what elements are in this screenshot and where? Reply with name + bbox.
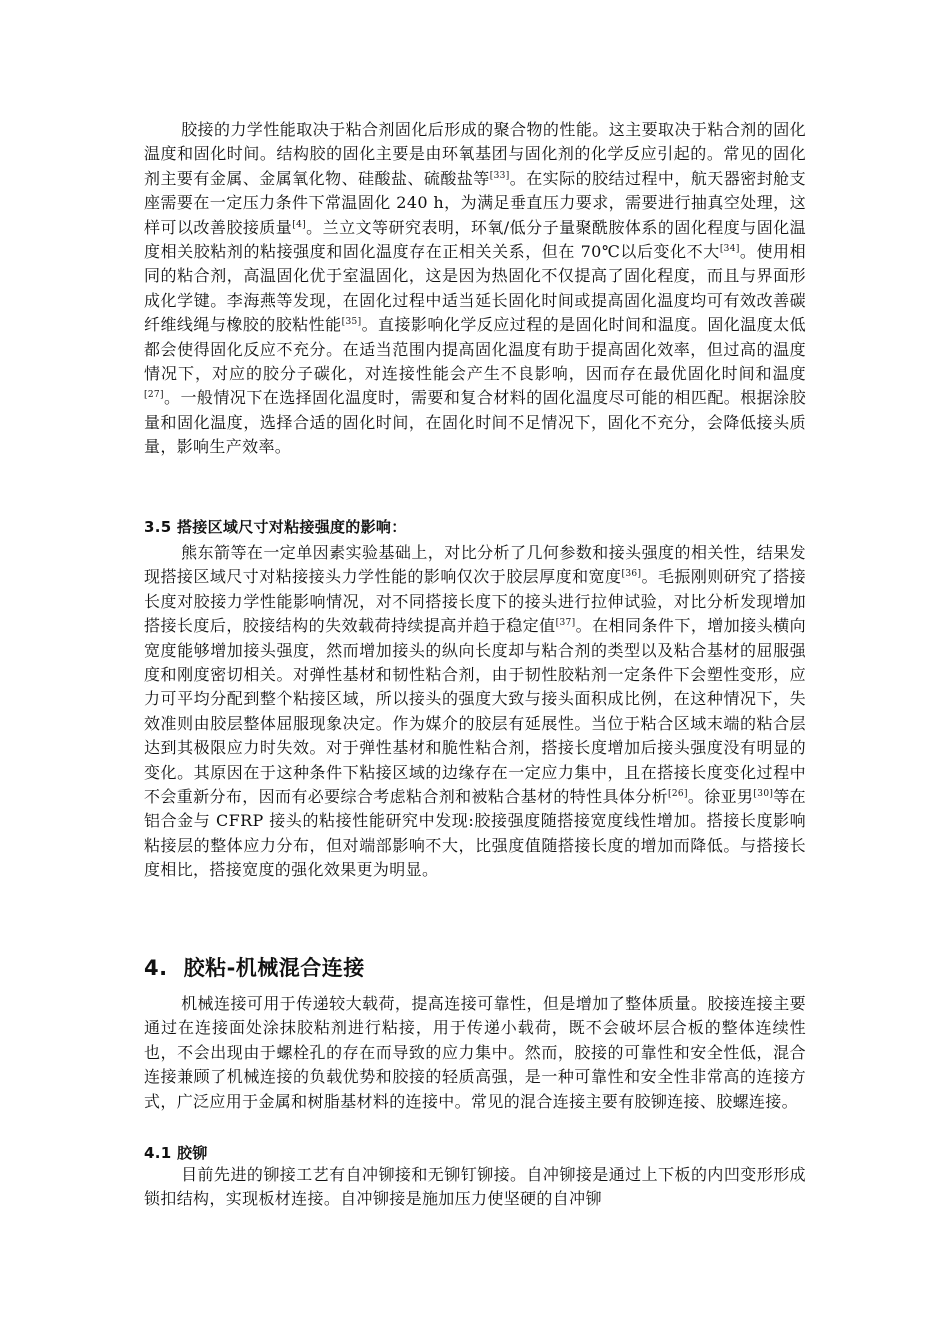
- paragraph-curing: [144, 118, 806, 460]
- section-heading-4-1: 4.1 胶铆: [144, 1144, 208, 1162]
- paragraph-text: 胶接的力学性能取决于粘合剂固化后形成的聚合物的性能。这主要取决于粘合剂的固化温度和固化时间。结构胶的固化主要是由环氧基团与固化剂的化学反应引起的。常见的固化剂主要有金属、金属氧化物、硅酸盐、硫酸盐等: [144, 120, 806, 188]
- paragraph-text: 。兰立文等研究表明，环氧/低分子量聚酰胺体系的固化程度与固化温度相关胶粘剂的粘接强度和固化温度存在正相关关系，但在 70℃以后变化不大: [144, 217, 806, 262]
- paragraph-text: 目前先进的铆接工艺有自冲铆接和无铆钉铆接。自冲铆接是通过上下板的内凹变形形成锁扣结构，实现板材连接。自冲铆接是施加压力使坚硬的自冲铆: [144, 1165, 806, 1209]
- paragraph-text: 熊东箭等在一定单因素实验基础上，对比分析了几何参数和接头强度的相关性，结果发现搭接区域尺寸对粘接接头力学性能的影响仅次于胶层厚度和宽度: [144, 543, 806, 587]
- citation: [37]: [555, 618, 576, 629]
- citation: [34]: [719, 244, 740, 255]
- paragraph-text: 。在实际的胶结过程中，航天器密封舱支座需要在一定压力条件下常温固化 240 h，为满足垂直压力要求，需要进行抽真空处理，这样可以改善胶接质量: [144, 168, 806, 237]
- section-heading-3-5: 3.5 搭接区域尺寸对粘接强度的影响：: [144, 518, 407, 536]
- paragraph-text: 。徐亚男: [687, 787, 754, 807]
- paragraph-hybrid-joint: [144, 992, 806, 1114]
- citation: [27]: [144, 390, 164, 401]
- paragraph-text: 。在相同条件下，增加接头横向宽度能够增加接头强度，然而增加接头的纵向长度却与粘合剂的类型以及粘合基材的屈服强度和刚度密切相关。对弹性基材和韧性粘合剂，由于韧性胶粘剂一定条件下会塑性变形，应力可平均分配到整个粘接区域，所以接头的强度大致与接头面积成比例，在这种情况下，失效准则由胶层整体屈服现象决定。作为媒介的胶层有延展性。当位于粘合区域末端的粘合层达到其极限应力时失效。对于弹性基材和脆性粘合剂，搭接长度增加后接头强度没有明显的变化。其原因在于这种条件下粘接区域的边缘存在一定应力集中，且在搭接长度变化过程中不会重新分布，因而有必要综合考虑粘合剂和被粘合基材的特性具体分析: [144, 616, 806, 807]
- paragraph-text: 等在铝合金与 CFRP 接头的粘接性能研究中发现:胶接强度随搭接宽度线性增加。搭接长度影响粘接层的整体应力分布，但对端部影响不大，比强度值随搭接长度的增加而降低。与搭接长度相比，搭接宽度的强化效果更为明显。: [144, 787, 807, 880]
- citation: [4]: [292, 219, 307, 230]
- heading-number: 4.: [144, 956, 168, 980]
- citation: [36]: [621, 569, 642, 580]
- heading-title: 胶粘-机械混合连接: [183, 956, 365, 980]
- paragraph-text: 。毛振刚则研究了搭接长度对胶接力学性能影响情况，对不同搭接长度下的接头进行拉伸试验，对比分析发现增加搭接长度后，胶接结构的失效载荷持续提高并趋于稳定值: [144, 567, 806, 636]
- paragraph-text: 机械连接可用于传递较大载荷，提高连接可靠性，但是增加了整体质量。胶接连接主要通过在连接面处涂抹胶粘剂进行粘接，用于传递小载荷，既不会破坏层合板的整体连续性也，不会出现由于螺栓孔的存在而导致的应力集中。然而，胶接的可靠性和安全性低，混合连接兼顾了机械连接的负载优势和胶接的轻质高强，是一种可靠性和安全性非常高的连接方式，广泛应用于金属和树脂基材料的连接中。常见的混合连接主要有胶铆连接、胶螺连接。: [144, 994, 806, 1111]
- citation: [26]: [667, 789, 688, 800]
- paragraph-lap-area: [144, 541, 806, 883]
- citation: [33]: [489, 170, 510, 181]
- paragraph-text: 。一般情况下在选择固化温度时，需要和复合材料的固化温度尽可能的相匹配。根据涂胶量和固化温度，选择合适的固化时间，在固化时间不足情况下，固化不充分，会降低接头质量，影响生产效率。: [144, 388, 806, 457]
- section-heading-4: [144, 952, 806, 982]
- paragraph-text: 。使用相同的粘合剂，高温固化优于室温固化，这是因为热固化不仅提高了固化程度，而且与界面形成化学键。李海燕等发现，在固化过程中适当延长固化时间或提高固化温度均可有效改善碳纤维线绳与橡胶的胶粘性能: [144, 242, 806, 335]
- citation: [35]: [341, 317, 362, 328]
- citation: [30]: [753, 789, 774, 800]
- paragraph-text: 。直接影响化学反应过程的是固化时间和温度。固化温度太低都会使得固化反应不充分。在适当范围内提高固化温度有助于提高固化效率，但过高的温度情况下，对应的胶分子碳化，对连接性能会产生不良影响，因而存在最优固化时间和温度: [144, 315, 806, 384]
- paragraph-riveting: [144, 1163, 806, 1212]
